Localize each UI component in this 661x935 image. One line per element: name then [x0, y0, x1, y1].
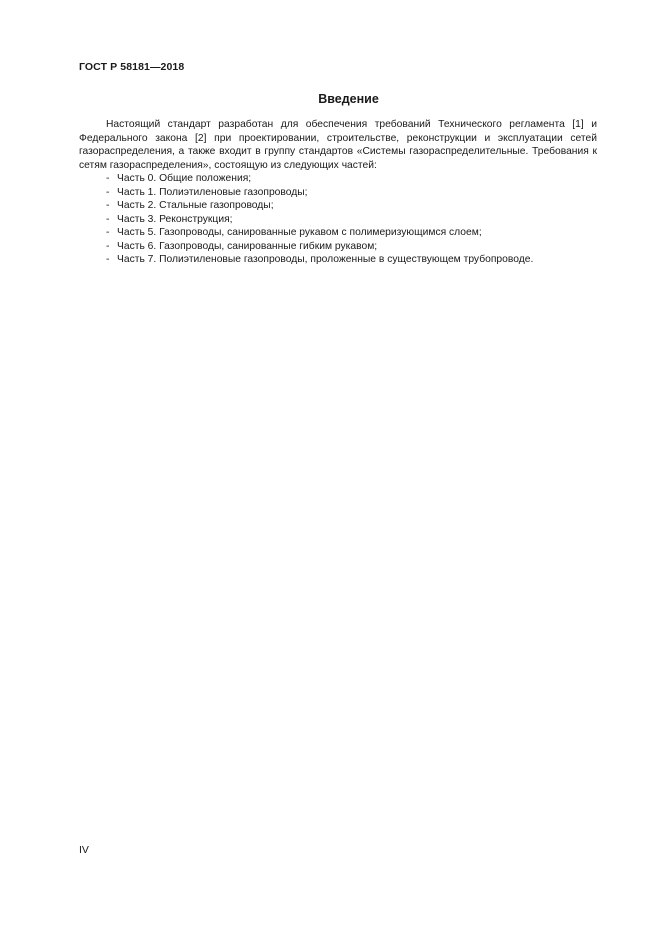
list-dash: -: [106, 254, 110, 265]
document-body: [79, 118, 597, 267]
section-title: Введение: [318, 92, 379, 106]
list-dash: -: [106, 186, 110, 198]
document-code: ГОСТ Р 58181—2018: [79, 61, 185, 73]
list-item-text: Часть 1. Полиэтиленовые газопроводы;: [117, 186, 308, 198]
list-item: [79, 172, 597, 186]
list-item: [79, 240, 597, 254]
list-item: [79, 213, 597, 227]
list-item-text: Часть 7. Полиэтиленовые газопроводы, проложенные в существующем трубопроводе.: [117, 254, 534, 265]
list-dash: -: [106, 173, 110, 184]
list-dash: -: [106, 227, 110, 238]
list-item: [79, 226, 597, 240]
list-dash: -: [106, 200, 110, 211]
list-item-text: Часть 5. Газопроводы, санированные рукавом с полимеризующимся слоем;: [117, 227, 482, 238]
parts-list: [79, 172, 597, 267]
list-item-text: Часть 6. Газопроводы, санированные гибким рукавом;: [117, 240, 378, 252]
list-dash: -: [106, 240, 110, 252]
list-item: [79, 186, 597, 200]
list-item: [79, 253, 597, 267]
list-dash: -: [106, 213, 110, 225]
list-item-text: Часть 2. Стальные газопроводы;: [117, 200, 274, 211]
list-item: [79, 199, 597, 213]
list-item-text: Часть 3. Реконструкция;: [117, 213, 233, 225]
list-item-text: Часть 0. Общие положения;: [117, 173, 252, 184]
page-number: IV: [79, 844, 89, 856]
intro-paragraph: Настоящий стандарт разработан для обеспечения требований Технического регламента [1] и Федерального закона [2] при проектировании, строительстве, реконструкции и эксплуатации сетей газораспределения, а также входит в группу стандартов «Системы газораспределительные. Требования к сетям газораспределения», состоящую из следующих частей:: [79, 119, 597, 171]
